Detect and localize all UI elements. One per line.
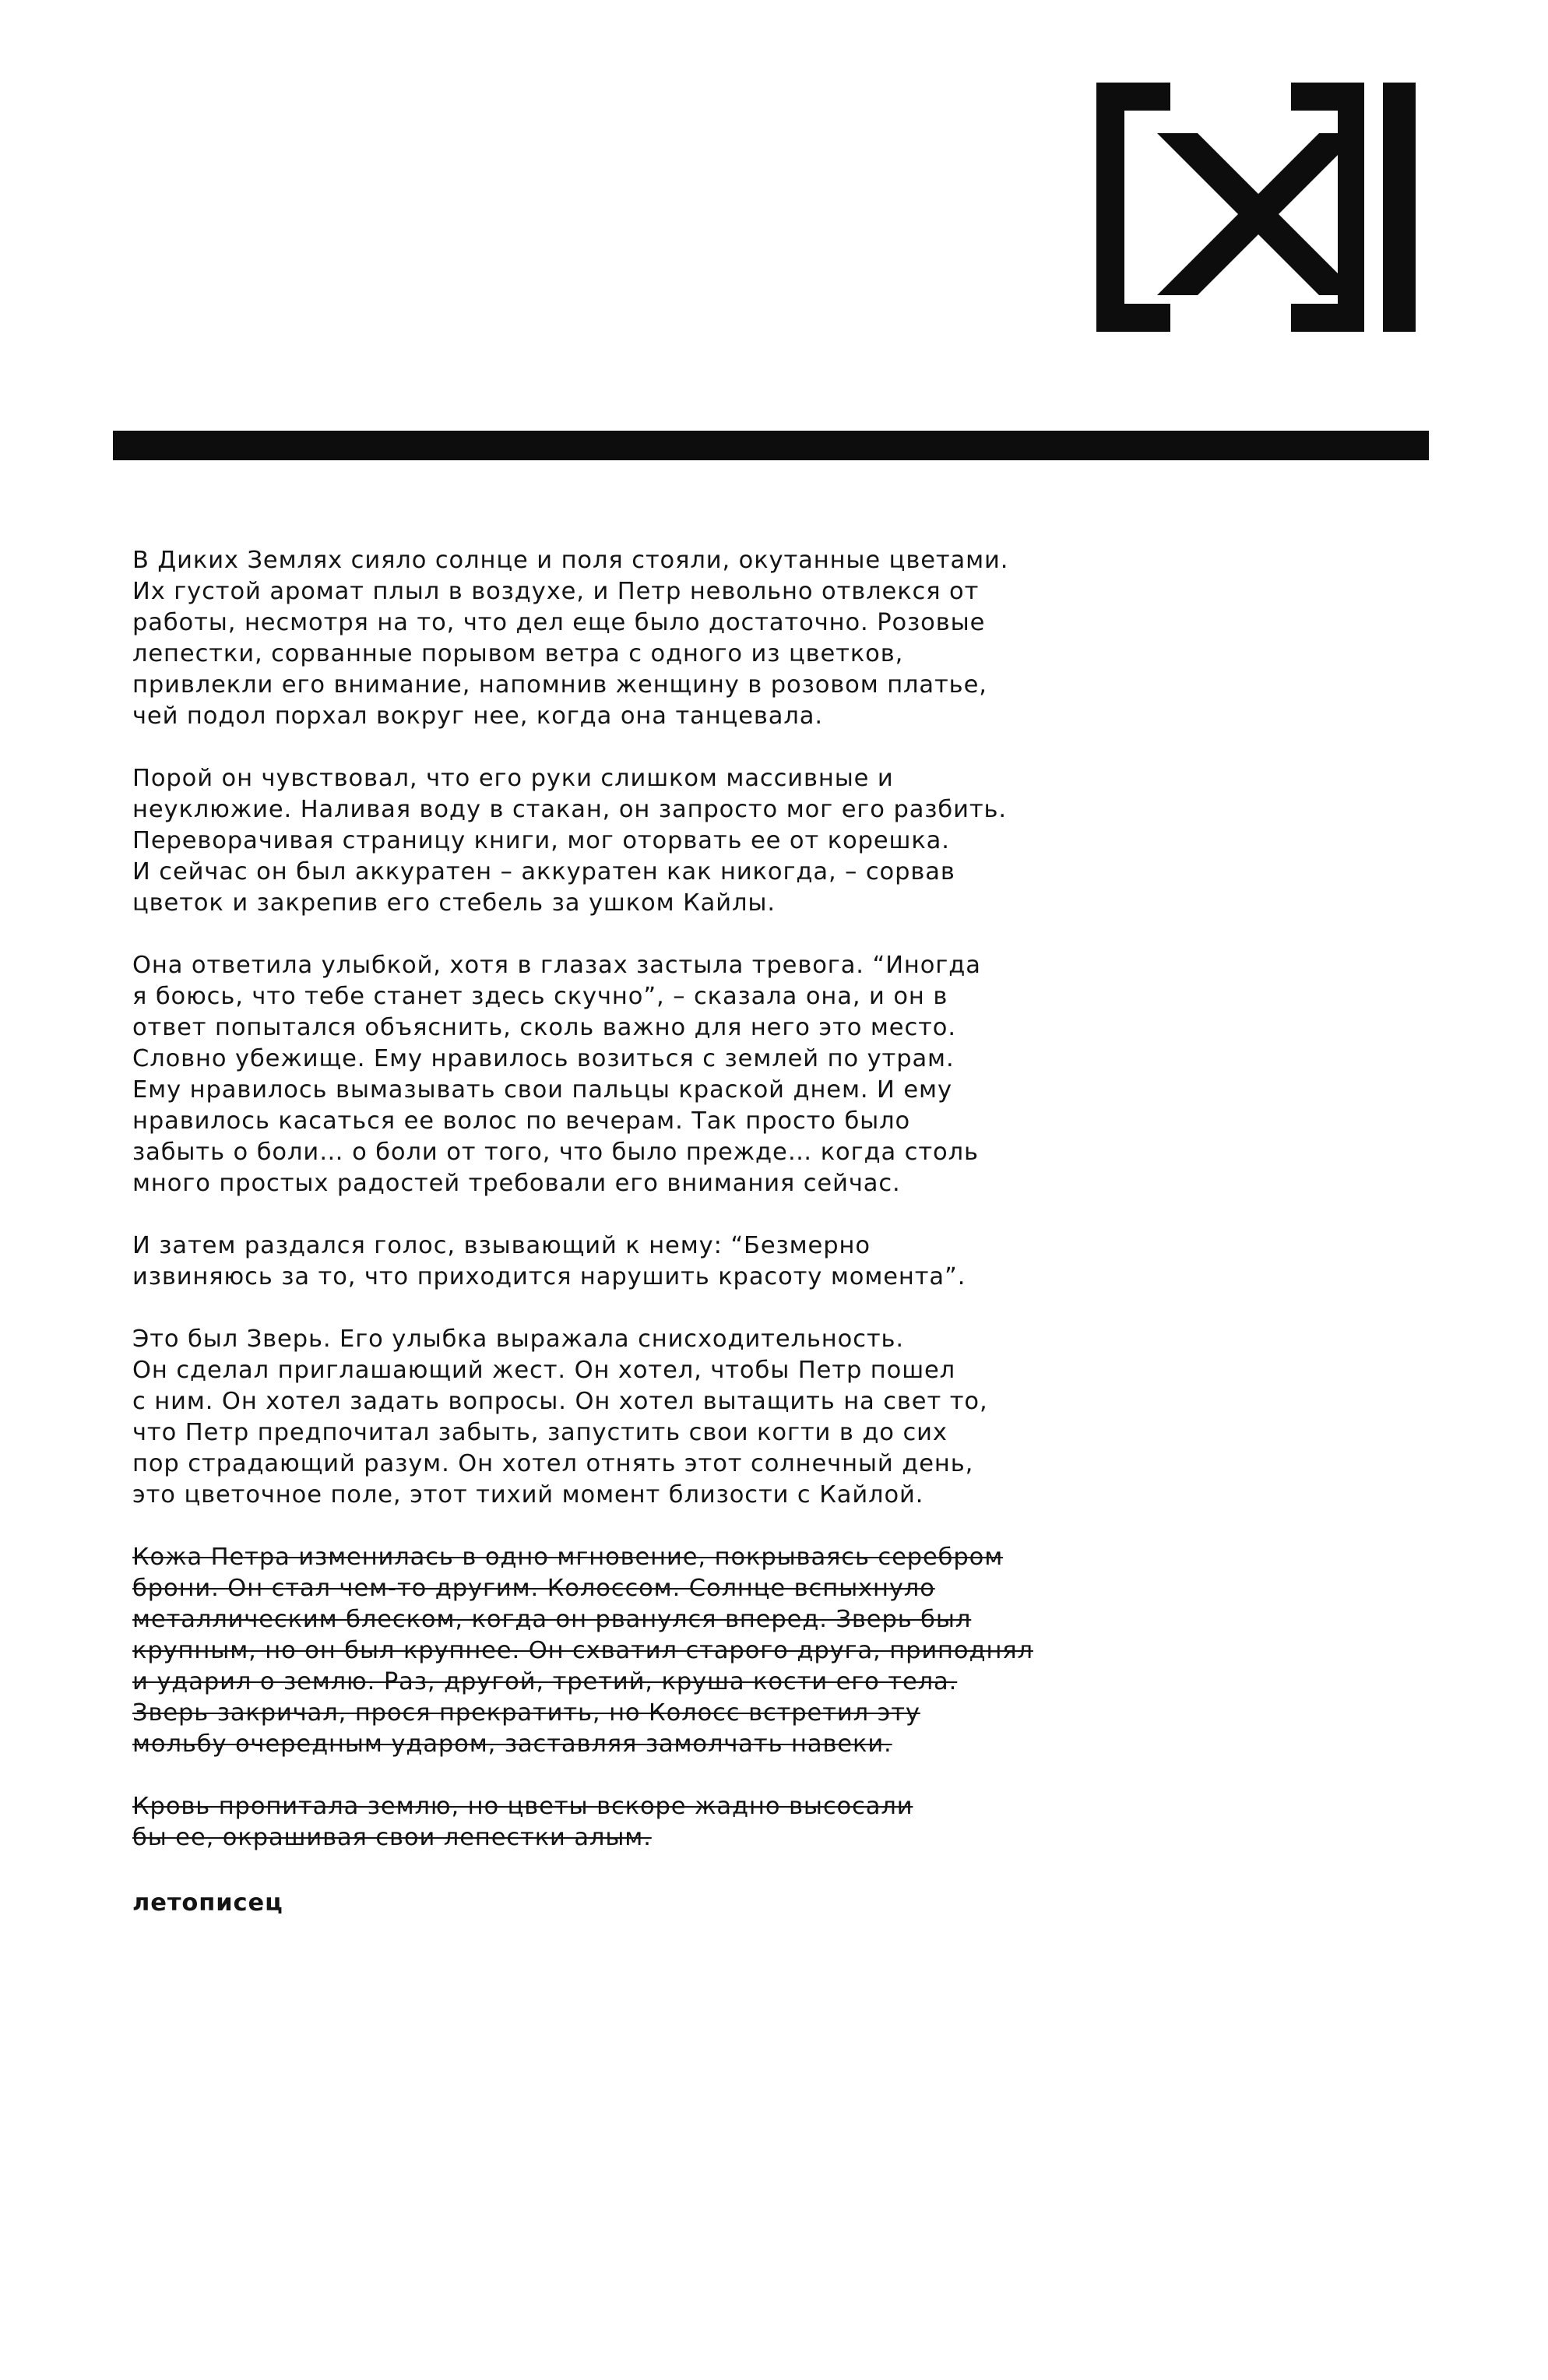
struck-paragraph	[132, 1791, 1160, 1854]
text-line: нравилось касаться ее волос по вечерам. Так просто было	[132, 1107, 911, 1135]
text-line: с ним. Он хотел задать вопросы. Он хотел вытащить на свет то,	[132, 1388, 988, 1415]
text-line: Словно убежище. Ему нравилось возиться с землей по утрам.	[132, 1045, 955, 1072]
paragraph	[132, 1230, 1160, 1293]
text-line: неуклюжие. Наливая воду в стакан, он запросто мог его разбить.	[132, 796, 1007, 823]
text-line: Он сделал приглашающий жест. Он хотел, чтобы Петр пошел	[132, 1357, 956, 1384]
logo-bar-top	[1291, 83, 1364, 111]
text-line: чей подол порхал вокруг нее, когда она танцевала.	[132, 702, 823, 730]
text-line: мольбу очередным ударом, заставляя замолчать навеки.	[132, 1730, 892, 1758]
text-line: и ударил о землю. Раз, другой, третий, круша кости его тела.	[132, 1668, 958, 1695]
logo-bar-left	[1338, 83, 1364, 332]
text-line: брони. Он стал чем-то другим. Колоссом. Солнце вспыхнуло	[132, 1575, 935, 1602]
text-line: много простых радостей требовали его внимания сейчас.	[132, 1170, 901, 1197]
paragraph	[132, 763, 1160, 919]
text-line: Их густой аромат плыл в воздухе, и Петр невольно отвлекся от	[132, 578, 980, 605]
text-line: металлическим блеском, когда он рванулся вперед. Зверь был	[132, 1606, 972, 1633]
signature: летописец	[132, 1889, 283, 1917]
text-line: это цветочное поле, этот тихий момент близости с Кайлой.	[132, 1481, 924, 1509]
x-men-logo-icon	[1096, 83, 1416, 332]
text-line: Зверь закричал, прося прекратить, но Колосс встретил эту	[132, 1699, 920, 1727]
text-line: Кожа Петра изменилась в одно мгновение, покрываясь серебром	[132, 1544, 1004, 1571]
text-line: я боюсь, что тебе станет здесь скучно”, – сказала она, и он в	[132, 983, 948, 1010]
header-divider-bar	[113, 431, 1429, 460]
text-line: работы, несмотря на то, что дел еще было достаточно. Розовые	[132, 609, 986, 636]
text-line: бы ее, окрашивая свои лепестки алым.	[132, 1824, 652, 1851]
text-line: И затем раздался голос, взывающий к нему: “Безмерно	[132, 1232, 871, 1259]
text-line: Переворачивая страницу книги, мог оторвать ее от корешка.	[132, 827, 950, 854]
text-line: извиняюсь за то, что приходится нарушить красоту момента”.	[132, 1263, 966, 1290]
text-line: забыть о боли… о боли от того, что было прежде… когда столь	[132, 1139, 979, 1166]
article-body	[132, 545, 1160, 1885]
text-line: В Диких Землях сияло солнце и поля стояли, окутанные цветами.	[132, 547, 1009, 574]
text-line: Она ответила улыбкой, хотя в глазах застыла тревога. “Иногда	[132, 952, 981, 979]
text-line: цветок и закрепив его стебель за ушком Кайлы.	[132, 889, 776, 917]
text-line: ответ попытался объяснить, сколь важно для него это место.	[132, 1014, 956, 1041]
text-line: Это был Зверь. Его улыбка выражала снисходительность.	[132, 1326, 904, 1353]
text-line: пор страдающий разум. Он хотел отнять этот солнечный день,	[132, 1450, 974, 1477]
text-line: И сейчас он был аккуратен – аккуратен как никогда, – сорвав	[132, 858, 955, 885]
logo-bar-bottom	[1291, 304, 1364, 332]
text-line: Ему нравилось вымазывать свои пальцы краской днем. И ему	[132, 1076, 952, 1104]
logo-bar-right	[1383, 83, 1416, 332]
text-line: Кровь пропитала землю, но цветы вскоре жадно высосали	[132, 1793, 913, 1820]
logo-x-mark	[1157, 133, 1360, 295]
logo-bracket-spine	[1096, 83, 1124, 332]
paragraph	[132, 545, 1160, 732]
struck-paragraph	[132, 1542, 1160, 1760]
text-line: лепестки, сорванные порывом ветра с одного из цветков,	[132, 640, 904, 667]
text-line: привлекли его внимание, напомнив женщину в розовом платье,	[132, 671, 987, 699]
text-line: крупным, но он был крупнее. Он схватил старого друга, приподнял	[132, 1637, 1033, 1664]
logo-bracket-bottom	[1096, 304, 1170, 332]
text-line: что Петр предпочитал забыть, запустить свои когти в до сих	[132, 1419, 948, 1446]
text-line: Порой он чувствовал, что его руки слишком массивные и	[132, 765, 894, 792]
paragraph	[132, 1324, 1160, 1511]
paragraph	[132, 950, 1160, 1199]
